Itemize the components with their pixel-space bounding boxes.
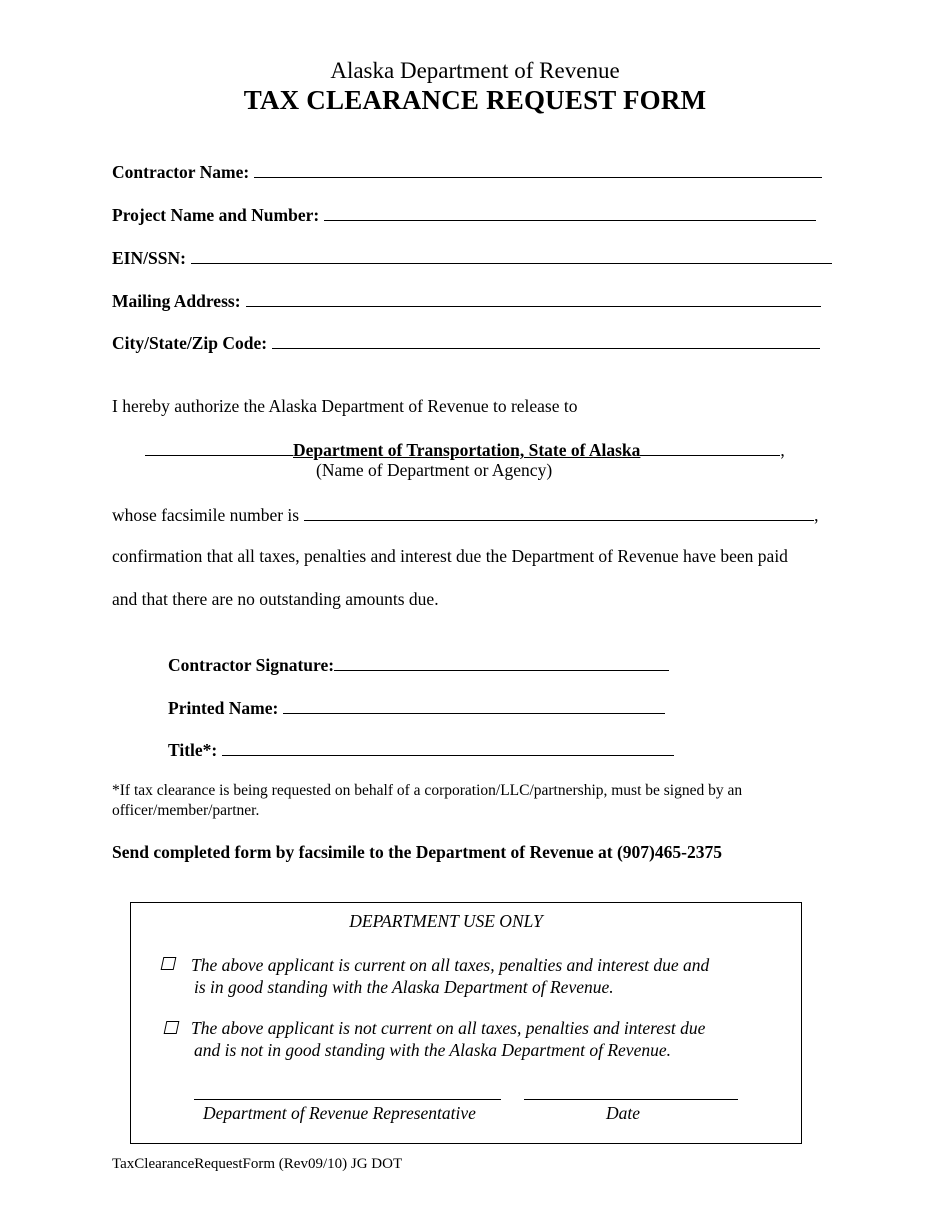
current-checkbox[interactable] — [161, 957, 177, 970]
contractor-signature-field[interactable] — [334, 653, 669, 671]
fax-number-field[interactable] — [304, 503, 814, 521]
department-comma: , — [780, 440, 785, 460]
date-caption: Date — [606, 1103, 641, 1123]
contractor-name-label: Contractor Name: — [112, 162, 250, 182]
fax-comma: , — [814, 505, 819, 525]
not-current-statement-line-2: and is not in good standing with the Alaska Department of Revenue. — [194, 1040, 671, 1060]
title-field[interactable] — [222, 738, 674, 756]
department-use-box — [130, 902, 802, 1144]
representative-caption: Department of Revenue Representative — [203, 1103, 476, 1123]
project-name-field[interactable] — [324, 203, 816, 221]
printed-name-field[interactable] — [283, 696, 665, 714]
form-title: TAX CLEARANCE REQUEST FORM — [243, 85, 707, 115]
not-current-checkbox[interactable] — [164, 1021, 180, 1034]
fax-row — [112, 503, 818, 526]
department-line-right — [640, 438, 780, 456]
not-current-statement-line-1: The above applicant is not current on all taxes, penalties and interest due — [191, 1018, 706, 1038]
contractor-signature-label: Contractor Signature: — [168, 655, 335, 675]
ein-ssn-row — [112, 246, 832, 269]
title-row — [168, 738, 674, 761]
current-statement-line-1: The above applicant is current on all taxes, penalties and interest due and — [191, 955, 710, 975]
title-label: Title*: — [168, 740, 218, 760]
project-name-label: Project Name and Number: — [112, 205, 320, 225]
footnote: *If tax clearance is being requested on behalf of a corporation/LLC/partnership, must be signed by an officer/member/partner. — [112, 782, 743, 819]
ein-ssn-label: EIN/SSN: — [112, 248, 186, 268]
authorization-intro: I hereby authorize the Alaska Department of Revenue to release to — [112, 396, 578, 416]
fax-prefix: whose facsimile number is — [112, 505, 300, 525]
contractor-name-field[interactable] — [254, 160, 822, 178]
project-name-row — [112, 203, 816, 226]
contractor-signature-row — [168, 653, 669, 676]
agency-name: Alaska Department of Revenue — [330, 58, 620, 83]
current-statement-line-2: is in good standing with the Alaska Department of Revenue. — [194, 977, 614, 997]
send-instruction: Send completed form by facsimile to the Department of Revenue at (907)465-2375 — [112, 842, 722, 862]
contractor-name-row — [112, 160, 822, 183]
form-revision-footer: TaxClearanceRequestForm (Rev09/10) JG DOT — [112, 1156, 403, 1172]
department-caption: (Name of Department or Agency) — [316, 460, 553, 480]
ein-ssn-field[interactable] — [191, 246, 832, 264]
department-line — [145, 438, 785, 461]
printed-name-row — [168, 696, 665, 719]
department-line-left — [145, 438, 293, 456]
mailing-address-field[interactable] — [246, 289, 821, 307]
printed-name-label: Printed Name: — [168, 698, 279, 718]
authorization-line-4: and that there are no outstanding amounts due. — [112, 589, 439, 609]
mailing-address-row — [112, 289, 821, 312]
authorization-line-3: confirmation that all taxes, penalties and interest due the Department of Revenue have been paid — [112, 546, 788, 566]
mailing-address-label: Mailing Address: — [112, 291, 241, 311]
representative-signature-line[interactable] — [194, 1099, 501, 1100]
city-state-zip-label: City/State/Zip Code: — [112, 333, 268, 353]
department-use-heading: DEPARTMENT USE ONLY — [349, 911, 543, 931]
department-name: Department of Transportation, State of Alaska — [293, 440, 641, 460]
city-state-zip-row — [112, 331, 820, 354]
date-line[interactable] — [524, 1099, 738, 1100]
city-state-zip-field[interactable] — [272, 331, 820, 349]
